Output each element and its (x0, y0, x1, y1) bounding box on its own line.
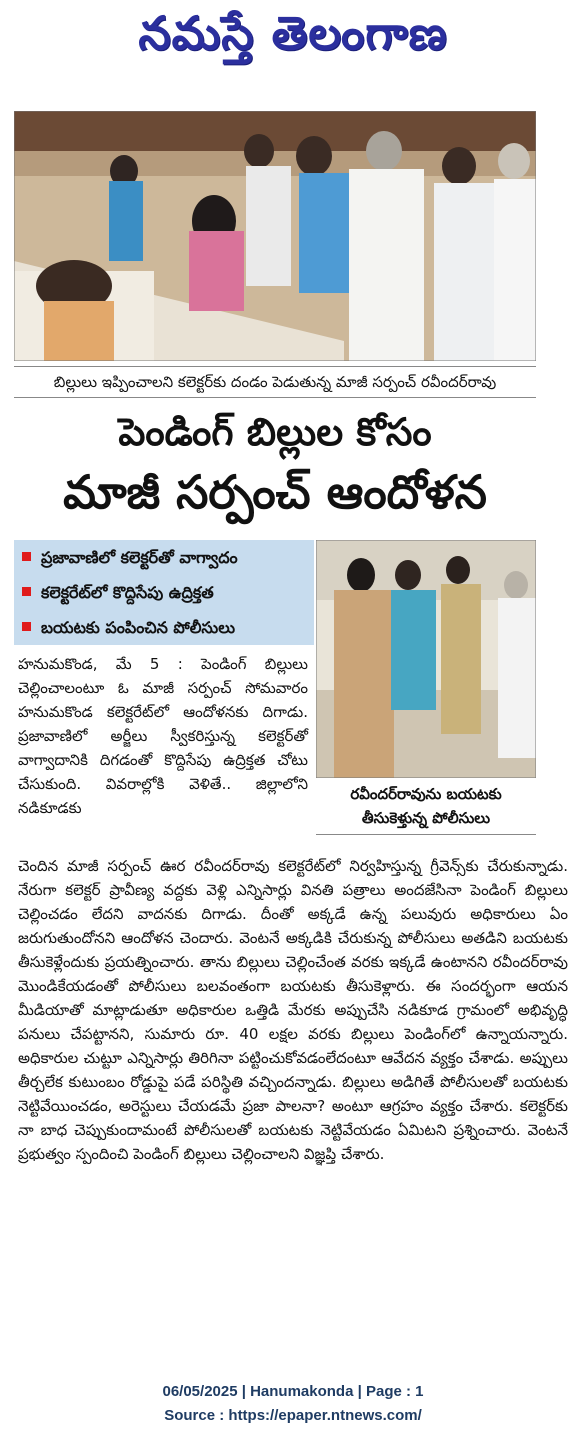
highlights-box (14, 540, 314, 645)
top-photo-caption: బిల్లులు ఇప్పించాలని కలెక్టర్‌కు దండం పెడుతున్న మాజీ సర్పంచ్ రవీందర్‌రావు (14, 366, 536, 398)
side-caption-line-2: తీసుకెళ్తున్న పోలీసులు (361, 809, 491, 827)
article-headline (14, 404, 536, 524)
top-news-photo (14, 111, 536, 361)
bullet-square-icon (22, 552, 31, 561)
page-footer (0, 1380, 586, 1428)
article-body-full-width: చెందిన మాజీ సర్పంచ్ ఊర రవీందర్‌రావు కలెక్టరేట్‌లో నిర్వహిస్తున్న గ్రీవెన్స్‌కు చేరుకున్నాడు. నేరుగా కలెక్టర్ ప్రావీణ్య వద్దకు వెళ్లి ఎన్నిసార్లు వినతి పత్రాలు అందజేసినా పెండింగ్ బిల్లులు చెల్లించడం లేదని వాదనకు దిగాడు. దీంతో అక్కడే ఉన్న పలువురు అధికారులు ఏం జరుగుతుందోనని ఆందోళన చెందారు. వెంటనే అక్కడికి చేరుకున్న పోలీసులు అతడిని బయటకు తీసుకెళ్లేందుకు ప్రయత్నించారు. తాను బిల్లులు చెల్లించేంత వరకు ఇక్కడే ఉంటానని రవీందర్‌రావు మొండికేయడంతో పోలీసులు బలవంతంగా బయటకు తీసుకెళ్లారు. ఈ సందర్భంగా ఆయన మీడియాతో మాట్లాడుతూ అధికారుల ఒత్తిడి మేరకు అప్పుచేసి నడికూడ గ్రామంలో అభివృద్ధి పనులు చేపట్టానని, సుమారు రూ. 40 లక్షల వరకు బిల్లులు పెండింగ్‌లో ఉన్నాయన్నారు. అధికారుల చుట్టూ ఎన్నిసార్లు తిరిగినా పట్టించుకోవడంలేదంటూ ఆవేదన వ్యక్తం చేశాడు. అప్పులు తీర్చలేక కుటుంబం రోడ్డుపై పడే పరిస్థితి వచ్చిందన్నాడు. బిల్లులు అడిగితే పోలీసులతో బయటకు నెట్టివేయించడం, అరెస్టులు చేయడమే ప్రజా పాలనా? అంటూ ఆగ్రహం వ్యక్తం చేశారు. కలెక్టర్‌కు నా బాధ చెప్పుకుందామంటే పోలీసులతో బయటకు నెట్టివేయడం ఏమిటని ప్రశ్నించారు. వెంటనే ప్రభుత్వం స్పందించి పెండింగ్ బిల్లులు చెల్లించాలని విజ్ఞప్తి చేశారు. (18, 857, 568, 1163)
headline-line-1: పెండింగ్ బిల్లుల కోసం (118, 410, 432, 454)
edition-info: 06/05/2025 | Hanumakonda | Page : 1 (162, 1383, 424, 1400)
highlight-item (14, 540, 314, 575)
highlight-text: ప్రజావాణిలో కలెక్టర్‌తో వాగ్వాదం (41, 548, 238, 567)
masthead (0, 0, 586, 82)
side-photo-caption (316, 782, 536, 835)
headline-line-2: మాజీ సర్పంచ్ ఆందోళన (63, 465, 487, 519)
bullet-square-icon (22, 622, 31, 631)
source-link[interactable]: Source : https://epaper.ntnews.com/ (164, 1407, 422, 1424)
highlight-item (14, 610, 314, 645)
side-caption-line-1: రవీందర్‌రావును బయటకు (350, 785, 502, 803)
article-body-column: హనుమకొండ, మే 5 : పెండింగ్ బిల్లులు చెల్లించాలంటూ ఓ మాజీ సర్పంచ్ సోమవారం హనుమకొండ కలెక్టరేట్‌లో ఆందోళనకు దిగాడు. ప్రజావాణిలో అర్జీలు స్వీకరిస్తున్న కలెక్టర్‌తో వాగ్వాదానికి దిగడంతో కొద్దిసేపు ఉద్రిక్తత చోటు చేసుకుంది. వివరాల్లోకి వెళితే.. జిల్లాలోని నడికూడకు (18, 655, 308, 817)
bullet-square-icon (22, 587, 31, 596)
highlight-item (14, 575, 314, 610)
side-news-photo (316, 540, 536, 778)
highlight-text: కలెక్టరేట్‌లో కొద్దిసేపు ఉద్రిక్తత (41, 583, 214, 602)
newspaper-title: నమస్తే తెలంగాణ (138, 6, 448, 60)
highlight-text: బయటకు పంపించిన పోలీసులు (41, 618, 236, 637)
